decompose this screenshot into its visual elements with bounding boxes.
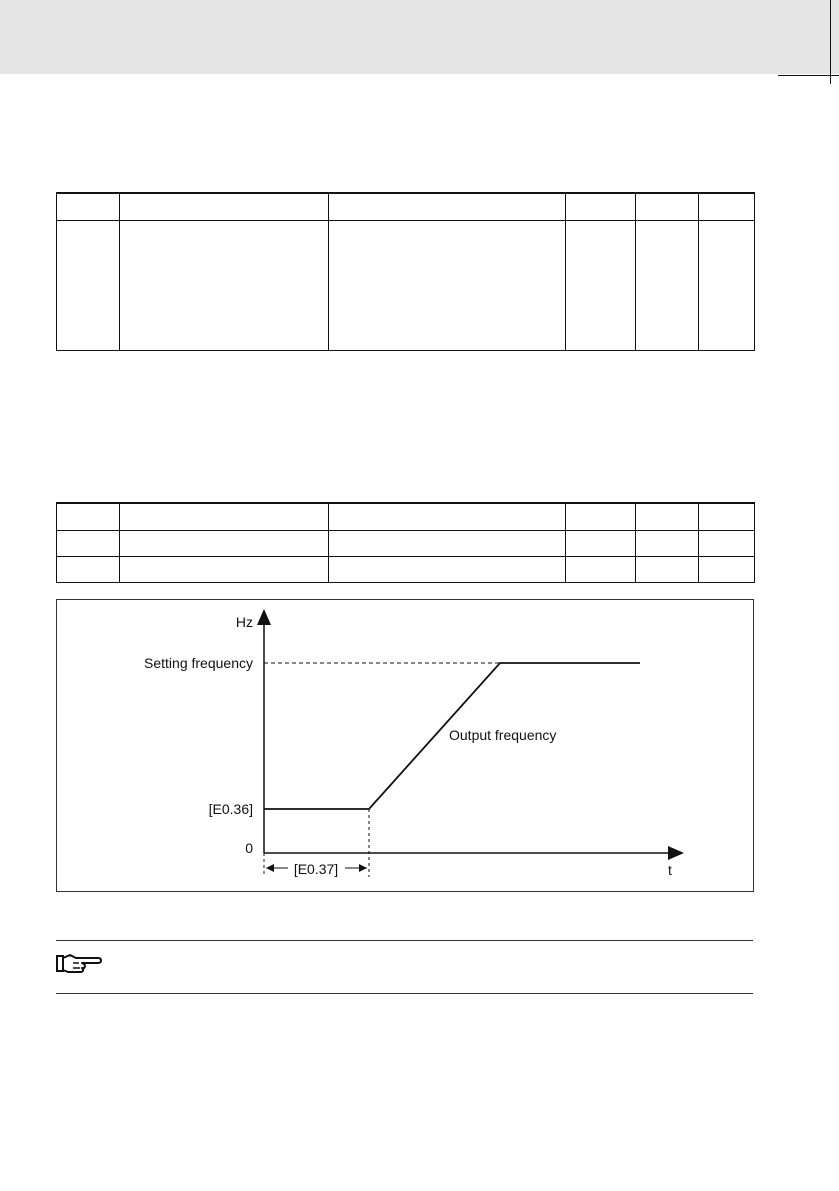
table-row bbox=[57, 557, 755, 583]
table-header-cell bbox=[120, 193, 329, 221]
table-cell bbox=[57, 531, 120, 557]
table-header-cell bbox=[57, 503, 120, 531]
table-cell bbox=[699, 557, 755, 583]
table-cell bbox=[566, 531, 636, 557]
table-cell bbox=[329, 221, 566, 351]
table-header-row bbox=[57, 193, 755, 221]
crop-mark-vertical bbox=[830, 0, 831, 84]
pointing-hand-icon bbox=[56, 951, 102, 977]
frequency-diagram-svg bbox=[57, 600, 753, 891]
origin-label: 0 bbox=[245, 840, 253, 856]
hold-time-param-label: [E0.37] bbox=[293, 861, 339, 877]
table-cell bbox=[636, 531, 699, 557]
table-cell bbox=[120, 531, 329, 557]
table-cell bbox=[57, 557, 120, 583]
table-header-cell bbox=[57, 193, 120, 221]
table-header-cell bbox=[329, 503, 566, 531]
crop-mark-horizontal bbox=[778, 75, 839, 76]
table-header-cell bbox=[329, 193, 566, 221]
table-header-row bbox=[57, 503, 755, 531]
table-cell bbox=[699, 531, 755, 557]
parameter-table-2 bbox=[56, 502, 755, 583]
table-cell bbox=[329, 557, 566, 583]
table-header-cell bbox=[699, 193, 755, 221]
output-frequency-label: Output frequency bbox=[449, 727, 557, 743]
table-cell bbox=[699, 221, 755, 351]
table-header-cell bbox=[120, 503, 329, 531]
frequency-diagram bbox=[56, 599, 754, 892]
x-axis-label: t bbox=[668, 862, 672, 878]
table-cell bbox=[329, 531, 566, 557]
table-row bbox=[57, 221, 755, 351]
note-box bbox=[56, 940, 753, 994]
dimension-arrow-right-icon bbox=[359, 864, 367, 872]
table-row bbox=[57, 531, 755, 557]
table-cell bbox=[566, 557, 636, 583]
table-header-cell bbox=[566, 193, 636, 221]
table-cell bbox=[566, 221, 636, 351]
page-header-band bbox=[0, 0, 839, 74]
table-header-cell bbox=[699, 503, 755, 531]
table-header-cell bbox=[636, 193, 699, 221]
parameter-table-1 bbox=[56, 192, 755, 351]
dimension-arrow-left-icon bbox=[266, 864, 274, 872]
setting-frequency-label: Setting frequency bbox=[144, 655, 253, 671]
table-cell bbox=[636, 221, 699, 351]
table-cell bbox=[120, 221, 329, 351]
start-frequency-param-label: [E0.36] bbox=[208, 801, 253, 817]
table-header-cell bbox=[566, 503, 636, 531]
y-axis-label: Hz bbox=[235, 614, 253, 630]
table-cell bbox=[57, 221, 120, 351]
table-header-cell bbox=[636, 503, 699, 531]
table-cell bbox=[120, 557, 329, 583]
table-cell bbox=[636, 557, 699, 583]
y-axis-arrow-icon bbox=[257, 609, 271, 625]
x-axis-arrow-icon bbox=[668, 846, 684, 860]
